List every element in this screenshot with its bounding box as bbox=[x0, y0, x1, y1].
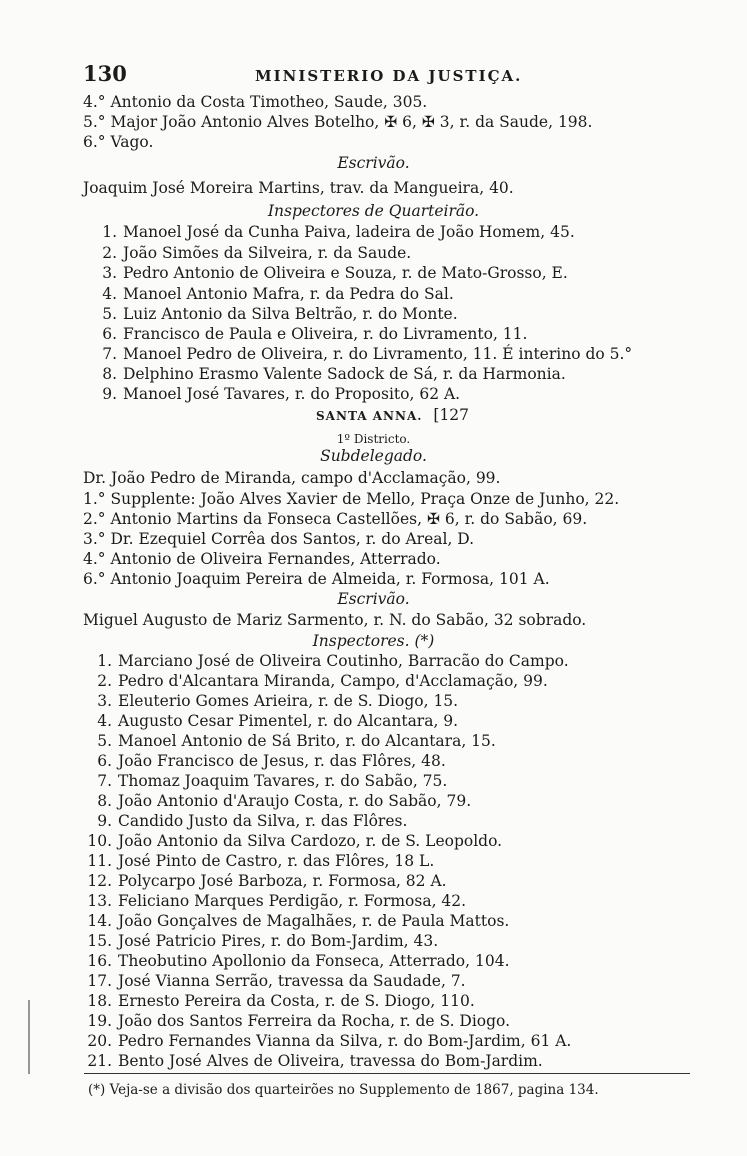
row-text: Pedro Antonio de Oliveira e Souza, r. de Mato-Grosso, E. bbox=[123, 264, 568, 282]
table-row bbox=[78, 691, 458, 711]
row-number: 17. bbox=[87, 972, 112, 990]
row-number: 3. bbox=[102, 264, 117, 282]
table-row bbox=[78, 651, 569, 671]
table-row bbox=[78, 711, 458, 731]
row-number: 4. bbox=[97, 712, 112, 730]
row-text: Theobutino Apollonio da Fonseca, Atterrado, 104. bbox=[118, 952, 510, 970]
row-text: João dos Santos Ferreira da Rocha, r. de S. Diogo. bbox=[118, 1012, 511, 1030]
row-number: 9. bbox=[97, 812, 112, 830]
row-text: Pedro Fernandes Vianna da Silva, r. do Bom-Jardim, 61 A. bbox=[118, 1032, 572, 1050]
table-row bbox=[83, 222, 575, 242]
row-text: Manoel Pedro de Oliveira, r. do Livramento, 11. É interino do 5.° bbox=[123, 345, 633, 363]
list-item: Dr. João Pedro de Miranda, campo d'Acclamação, 99. bbox=[83, 469, 501, 487]
table-row bbox=[78, 971, 466, 991]
table-row bbox=[78, 731, 496, 751]
section-name: SANTA ANNA. bbox=[316, 409, 423, 423]
row-number: 18. bbox=[87, 992, 112, 1010]
row-number: 9. bbox=[102, 385, 117, 403]
table-row bbox=[78, 1051, 543, 1071]
table-row bbox=[78, 751, 446, 771]
section-heading: Subdelegado. bbox=[320, 447, 427, 465]
row-number: 16. bbox=[87, 952, 112, 970]
row-text: José Vianna Serrão, travessa da Saudade, 7. bbox=[118, 972, 466, 990]
list-item: 4.° Antonio de Oliveira Fernandes, Atterrado. bbox=[83, 550, 441, 568]
section-ref: [127 bbox=[433, 406, 470, 424]
list-item: 1.° Supplente: João Alves Xavier de Mello, Praça Onze de Junho, 22. bbox=[83, 490, 620, 508]
section-heading: Escrivão. bbox=[337, 154, 410, 172]
section-heading: Inspectores. (*) bbox=[312, 632, 435, 650]
list-item: 2.° Antonio Martins da Fonseca Castellões, ✠ 6, r. do Sabão, 69. bbox=[83, 510, 588, 528]
section-heading: Escrivão. bbox=[337, 590, 410, 608]
table-row bbox=[78, 671, 548, 691]
table-row bbox=[78, 891, 466, 911]
row-number: 19. bbox=[87, 1012, 112, 1030]
row-text: João Simões da Silveira, r. da Saude. bbox=[123, 244, 412, 262]
list-item: 3.° Dr. Ezequiel Corrêa dos Santos, r. do Areal, D. bbox=[83, 530, 475, 548]
table-row bbox=[78, 791, 471, 811]
list-item: 5.° Major João Antonio Alves Botelho, ✠ 6, ✠ 3, r. da Saude, 198. bbox=[83, 113, 593, 131]
section-title bbox=[316, 405, 469, 426]
table-row bbox=[78, 871, 447, 891]
table-row bbox=[83, 284, 454, 304]
table-row bbox=[78, 1031, 571, 1051]
table-row bbox=[83, 324, 527, 344]
row-text: Augusto Cesar Pimentel, r. do Alcantara, 9. bbox=[118, 712, 459, 730]
list-item: 6.° Antonio Joaquim Pereira de Almeida, r. Formosa, 101 A. bbox=[83, 570, 550, 588]
row-number: 2. bbox=[102, 244, 117, 262]
row-text: João Antonio da Silva Cardozo, r. de S. Leopoldo. bbox=[118, 832, 503, 850]
row-number: 7. bbox=[102, 345, 117, 363]
row-text: João Francisco de Jesus, r. das Flôres, 48. bbox=[118, 752, 446, 770]
table-row bbox=[83, 243, 411, 263]
row-text: Feliciano Marques Perdigão, r. Formosa, 42. bbox=[118, 892, 467, 910]
row-number: 10. bbox=[87, 832, 112, 850]
row-text: José Patricio Pires, r. do Bom-Jardim, 43. bbox=[118, 932, 439, 950]
row-number: 4. bbox=[102, 285, 117, 303]
footnote: (*) Veja-se a divisão dos quarteirões no Supplemento de 1867, pagina 134. bbox=[88, 1082, 599, 1098]
table-row bbox=[78, 831, 502, 851]
row-number: 13. bbox=[87, 892, 112, 910]
list-item: 4.° Antonio da Costa Timotheo, Saude, 305. bbox=[83, 93, 428, 111]
row-number: 20. bbox=[87, 1032, 112, 1050]
row-number: 5. bbox=[102, 305, 117, 323]
row-text: Manoel Antonio Mafra, r. da Pedra do Sal. bbox=[123, 285, 454, 303]
row-number: 8. bbox=[102, 365, 117, 383]
page-title: MINISTERIO DA JUSTIÇA. bbox=[255, 67, 523, 85]
row-text: Pedro d'Alcantara Miranda, Campo, d'Acclamação, 99. bbox=[118, 672, 548, 690]
row-text: Polycarpo José Barboza, r. Formosa, 82 A. bbox=[118, 872, 447, 890]
row-text: Manoel José Tavares, r. do Proposito, 62 A. bbox=[123, 385, 461, 403]
row-number: 6. bbox=[97, 752, 112, 770]
page-number: 130 bbox=[83, 61, 127, 86]
section-heading: Inspectores de Quarteirão. bbox=[267, 202, 480, 220]
row-text: Delphino Erasmo Valente Sadock de Sá, r. da Harmonia. bbox=[123, 365, 566, 383]
row-text: Candido Justo da Silva, r. das Flôres. bbox=[118, 812, 408, 830]
row-text: Marciano José de Oliveira Coutinho, Barracão do Campo. bbox=[118, 652, 569, 670]
row-text: Ernesto Pereira da Costa, r. de S. Diogo, 110. bbox=[118, 992, 475, 1010]
row-number: 1. bbox=[97, 652, 112, 670]
list-item: 6.° Vago. bbox=[83, 133, 154, 151]
table-row bbox=[83, 304, 458, 324]
row-text: Bento José Alves de Oliveira, travessa do Bom-Jardim. bbox=[118, 1052, 543, 1070]
row-number: 6. bbox=[102, 325, 117, 343]
table-row bbox=[78, 1011, 510, 1031]
row-text: Eleuterio Gomes Arieira, r. de S. Diogo, 15. bbox=[118, 692, 459, 710]
row-text: João Gonçalves de Magalhães, r. de Paula Mattos. bbox=[118, 912, 510, 930]
row-number: 12. bbox=[87, 872, 112, 890]
district-label: 1º Districto. bbox=[336, 432, 411, 446]
row-number: 3. bbox=[97, 692, 112, 710]
row-text: Thomaz Joaquim Tavares, r. do Sabão, 75. bbox=[118, 772, 448, 790]
table-row bbox=[78, 991, 475, 1011]
table-row bbox=[83, 364, 566, 384]
table-row bbox=[78, 811, 407, 831]
margin-mark bbox=[2, 1000, 30, 1074]
footnote-divider bbox=[84, 1073, 690, 1074]
row-number: 14. bbox=[87, 912, 112, 930]
row-text: João Antonio d'Araujo Costa, r. do Sabão, 79. bbox=[118, 792, 472, 810]
row-number: 2. bbox=[97, 672, 112, 690]
row-number: 7. bbox=[97, 772, 112, 790]
list-item: Miguel Augusto de Mariz Sarmento, r. N. do Sabão, 32 sobrado. bbox=[83, 611, 587, 629]
table-row bbox=[78, 911, 509, 931]
table-row bbox=[78, 851, 434, 871]
row-text: Luiz Antonio da Silva Beltrão, r. do Monte. bbox=[123, 305, 458, 323]
list-item: Joaquim José Moreira Martins, trav. da Mangueira, 40. bbox=[83, 179, 514, 197]
row-number: 8. bbox=[97, 792, 112, 810]
row-text: Francisco de Paula e Oliveira, r. do Livramento, 11. bbox=[123, 325, 528, 343]
table-row bbox=[78, 771, 447, 791]
row-text: Manoel Antonio de Sá Brito, r. do Alcantara, 15. bbox=[118, 732, 496, 750]
row-number: 21. bbox=[87, 1052, 112, 1070]
row-number: 5. bbox=[97, 732, 112, 750]
table-row bbox=[78, 931, 438, 951]
table-row bbox=[83, 344, 632, 364]
row-number: 15. bbox=[87, 932, 112, 950]
table-row bbox=[83, 263, 568, 283]
table-row bbox=[78, 951, 510, 971]
row-text: José Pinto de Castro, r. das Flôres, 18 L. bbox=[118, 852, 435, 870]
table-row bbox=[83, 384, 460, 404]
row-number: 1. bbox=[102, 223, 117, 241]
row-number: 11. bbox=[87, 852, 112, 870]
row-text: Manoel José da Cunha Paiva, ladeira de João Homem, 45. bbox=[123, 223, 575, 241]
